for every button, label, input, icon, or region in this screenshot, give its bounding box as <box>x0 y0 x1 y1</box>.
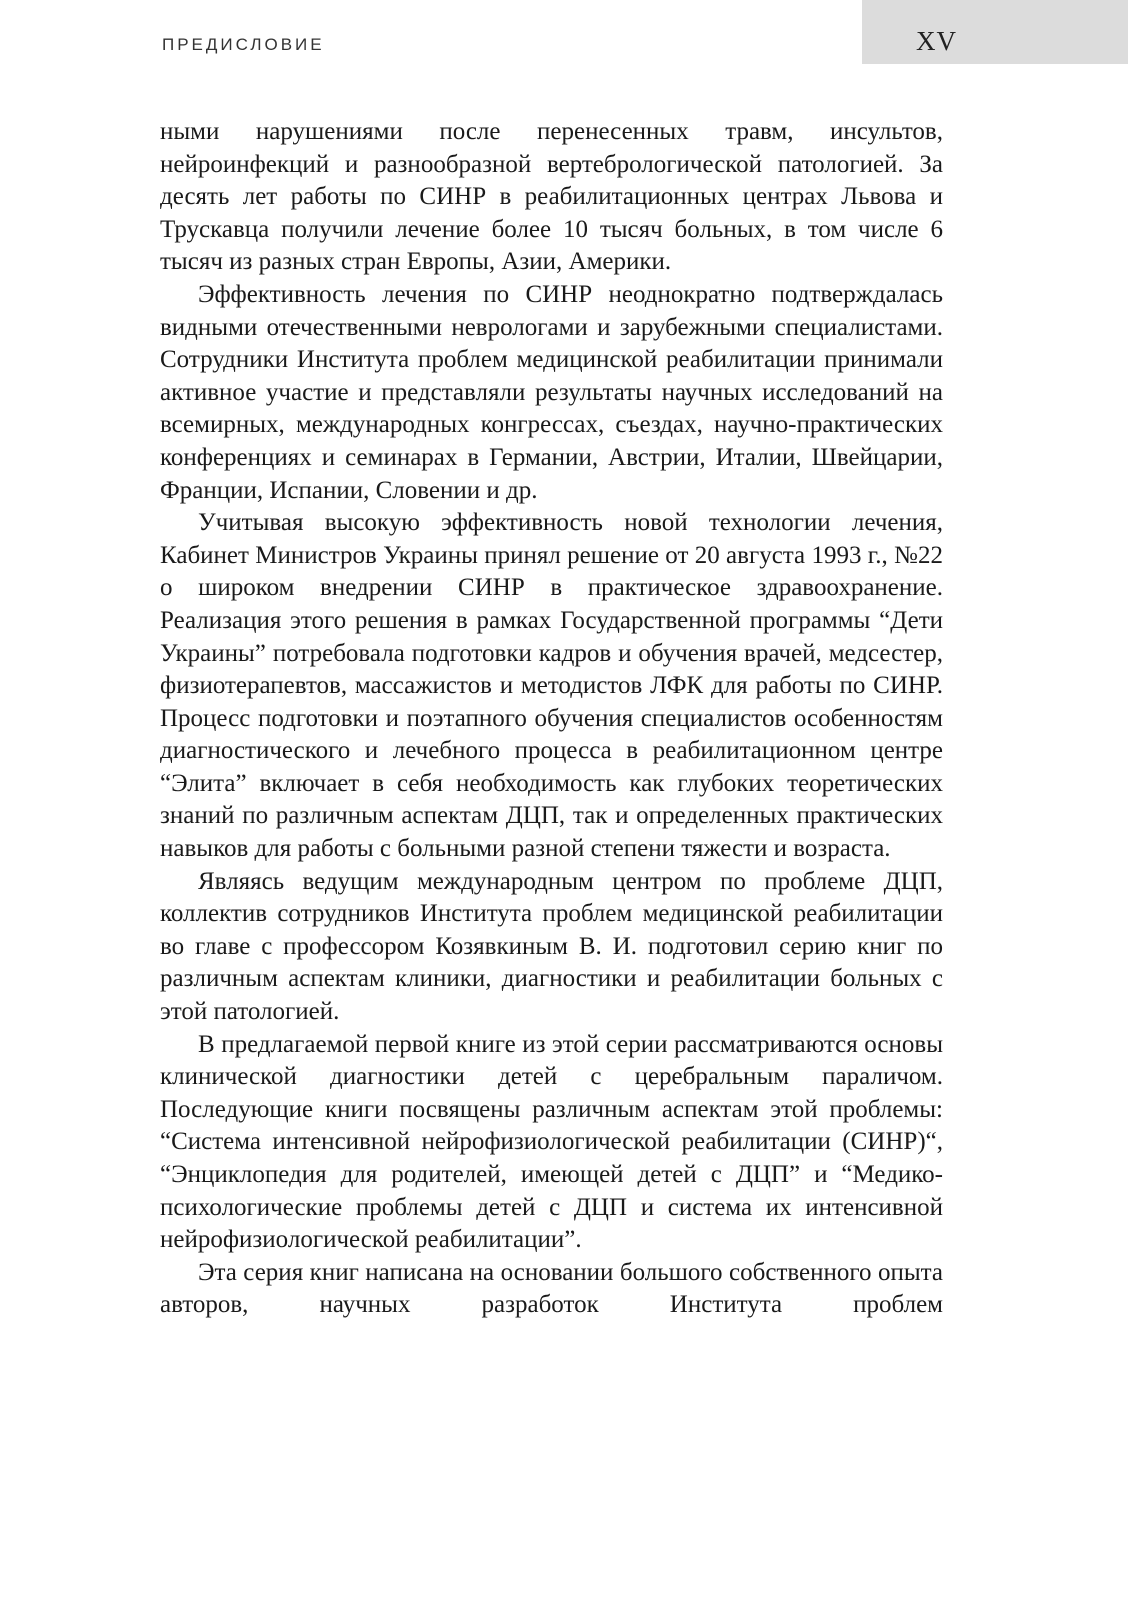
page-body <box>160 116 943 1322</box>
paragraph-first-book: В предлагаемой первой книге из этой серии рассматриваются основы клинической диагностики детей с церебральным параличом. Последующие книги посвящены различным аспектам этой проблемы: “Система интенсивной нейрофизиологической реабилитации (СИНР)“, “Энциклопедия для родителей, имеющей детей с ДЦП” и “Медико-психологические проблемы детей с ДЦП и система их интенсивной нейрофизиологической реабилитации”. <box>160 1030 943 1254</box>
paragraph-continued: ными нарушениями после перенесенных травм, инсультов, нейроинфекций и разнообразной вертебрологической патологией. За десять лет работы по СИНР в реабилитационных центрах Львова и Трускавца получили лечение более 10 тысяч больных, в том числе 6 тысяч из разных стран Европы, Азии, Америки. <box>160 118 943 276</box>
running-title: ПРЕДИСЛОВИЕ <box>162 35 325 54</box>
paragraph-book-series: Являясь ведущим международным центром по проблеме ДЦП, коллектив сотрудников Института проблем медицинской реабилитации во главе с профессором Козявкиным В. И. подготовил серию книг по различным аспектам клиники, диагностики и реабилитации больных с этой патологией. <box>160 867 943 1026</box>
page-header <box>0 0 1128 70</box>
page-number: XV <box>916 26 957 56</box>
paragraph-effectiveness: Эффективность лечения по СИНР неоднократно подтверждалась видными отечественными неврологами и зарубежными специалистами. Сотрудники Института проблем медицинской реабилитации принимали активное участие и представляли результаты научных исследований на всемирных, международных конгрессах, съездах, научно-практических конференциях и семинарах в Германии, Австрии, Италии, Швейцарии, Франции, Испании, Словении и др. <box>160 280 943 504</box>
paragraph-series-basis: Эта серия книг написана на основании большого собственного опыта авторов, научных разработок Института проблем <box>160 1258 943 1319</box>
page-number-tab <box>862 0 1128 64</box>
paragraph-cabinet-decision: Учитывая высокую эффективность новой технологии лечения, Кабинет Министров Украины принял решение от 20 августа 1993 г., №22 о широком внедрении СИНР в практическое здравоохранение. Реализация этого решения в рамках Государственной программы “Дети Украины” потребовала подготовки кадров и обучения врачей, медсестер, физиотерапевтов, массажистов и методистов ЛФК для работы по СИНР. Процесс подготовки и поэтапного обучения специалистов особенностям диагностического и лечебного процесса в реабилитационном центре “Элита” включает в себя необходимость как глубоких теоретических знаний по различным аспектам ДЦП, так и определенных практических навыков для работы с больными разной степени тяжести и возраста. <box>160 509 943 863</box>
